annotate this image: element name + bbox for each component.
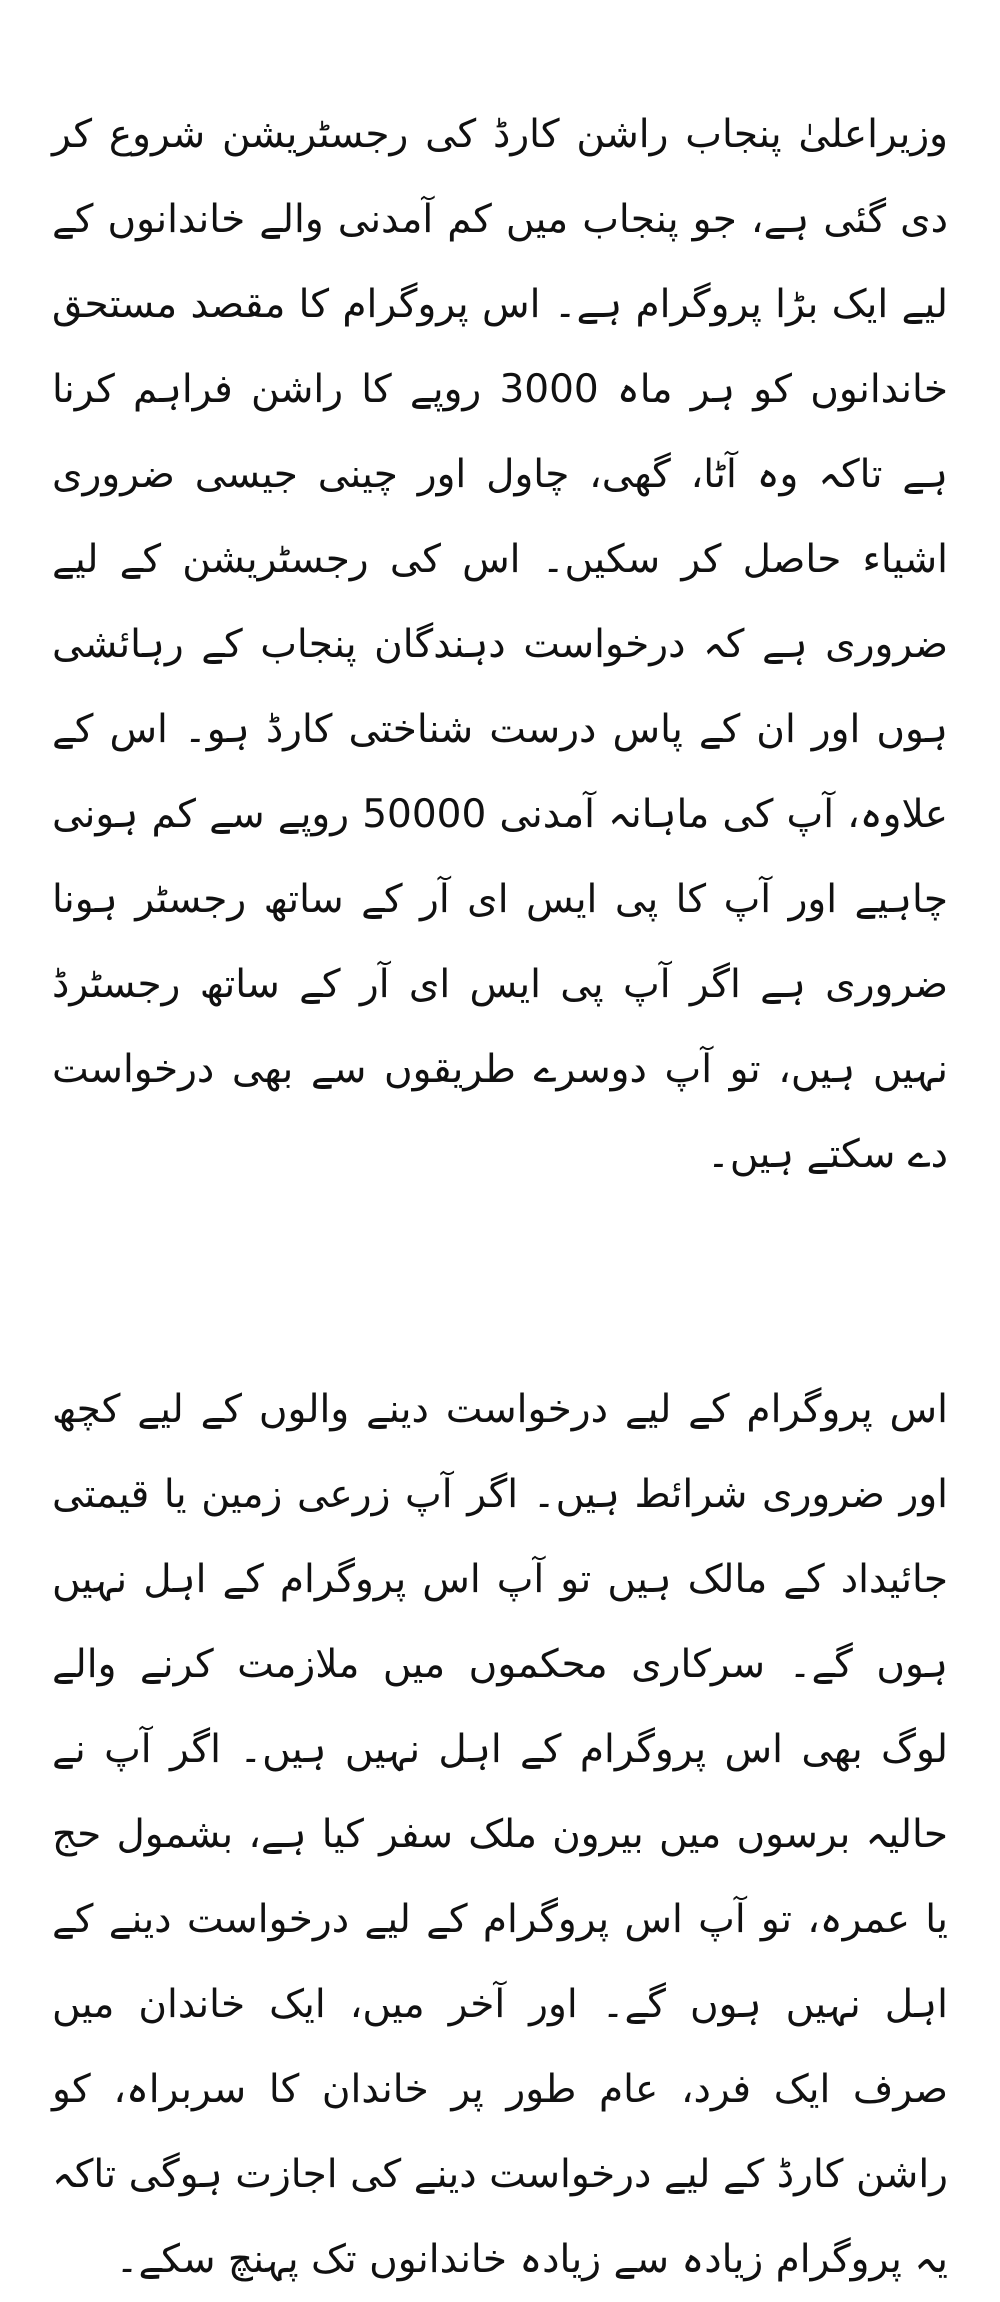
paragraph-ration-card-registration: وزیراعلیٰ پنجاب راشن کارڈ کی رجسٹریشن شروع کر دی گئی ہے، جو پنجاب میں کم آمدنی والے خاندانوں کے لیے ایک بڑا پروگرام ہے۔ اس پروگرام کا مقصد مستحق خاندانوں کو ہر ماہ 3000 روپے کا راشن فراہم کرنا ہے تاکہ وہ آٹا، گھی، چاول اور چینی جیسی ضروری اشیاء حاصل کر سکیں۔ اس کی رجسٹریشن کے لیے ضروری ہے کہ درخواست دہندگان پنجاب کے رہائشی ہوں اور ان کے پاس درست شناختی کارڈ ہو۔ اس کے علاوہ، آپ کی ماہانہ آمدنی 50000 روپے سے کم ہونی چاہیے اور آپ کا پی ایس ای آر کے ساتھ رجسٹر ہونا ضروری ہے اگر آپ پی ایس ای آر کے ساتھ رجسٹرڈ نہیں ہیں، تو آپ دوسرے طریقوں سے بھی درخواست دے سکتے ہیں۔ (52, 112, 948, 1177)
paragraph-eligibility-conditions: اس پروگرام کے لیے درخواست دینے والوں کے لیے کچھ اور ضروری شرائط ہیں۔ اگر آپ زرعی زمین یا قیمتی جائیداد کے مالک ہیں تو آپ اس پروگرام کے اہل نہیں ہوں گے۔ سرکاری محکموں میں ملازمت کرنے والے لوگ بھی اس پروگرام کے اہل نہیں ہیں۔ اگر آپ نے حالیہ برسوں میں بیرون ملک سفر کیا ہے، بشمول حج یا عمرہ، تو آپ اس پروگرام کے لیے درخواست دینے کے اہل نہیں ہوں گے۔ اور آخر میں، ایک خاندان میں صرف ایک فرد، عام طور پر خاندان کا سربراہ، کو راشن کارڈ کے لیے درخواست دینے کی اجازت ہوگی تاکہ یہ پروگرام زیادہ سے زیادہ خاندانوں تک پہنچ سکے۔ (52, 1387, 948, 2282)
article-body (52, 92, 948, 2302)
